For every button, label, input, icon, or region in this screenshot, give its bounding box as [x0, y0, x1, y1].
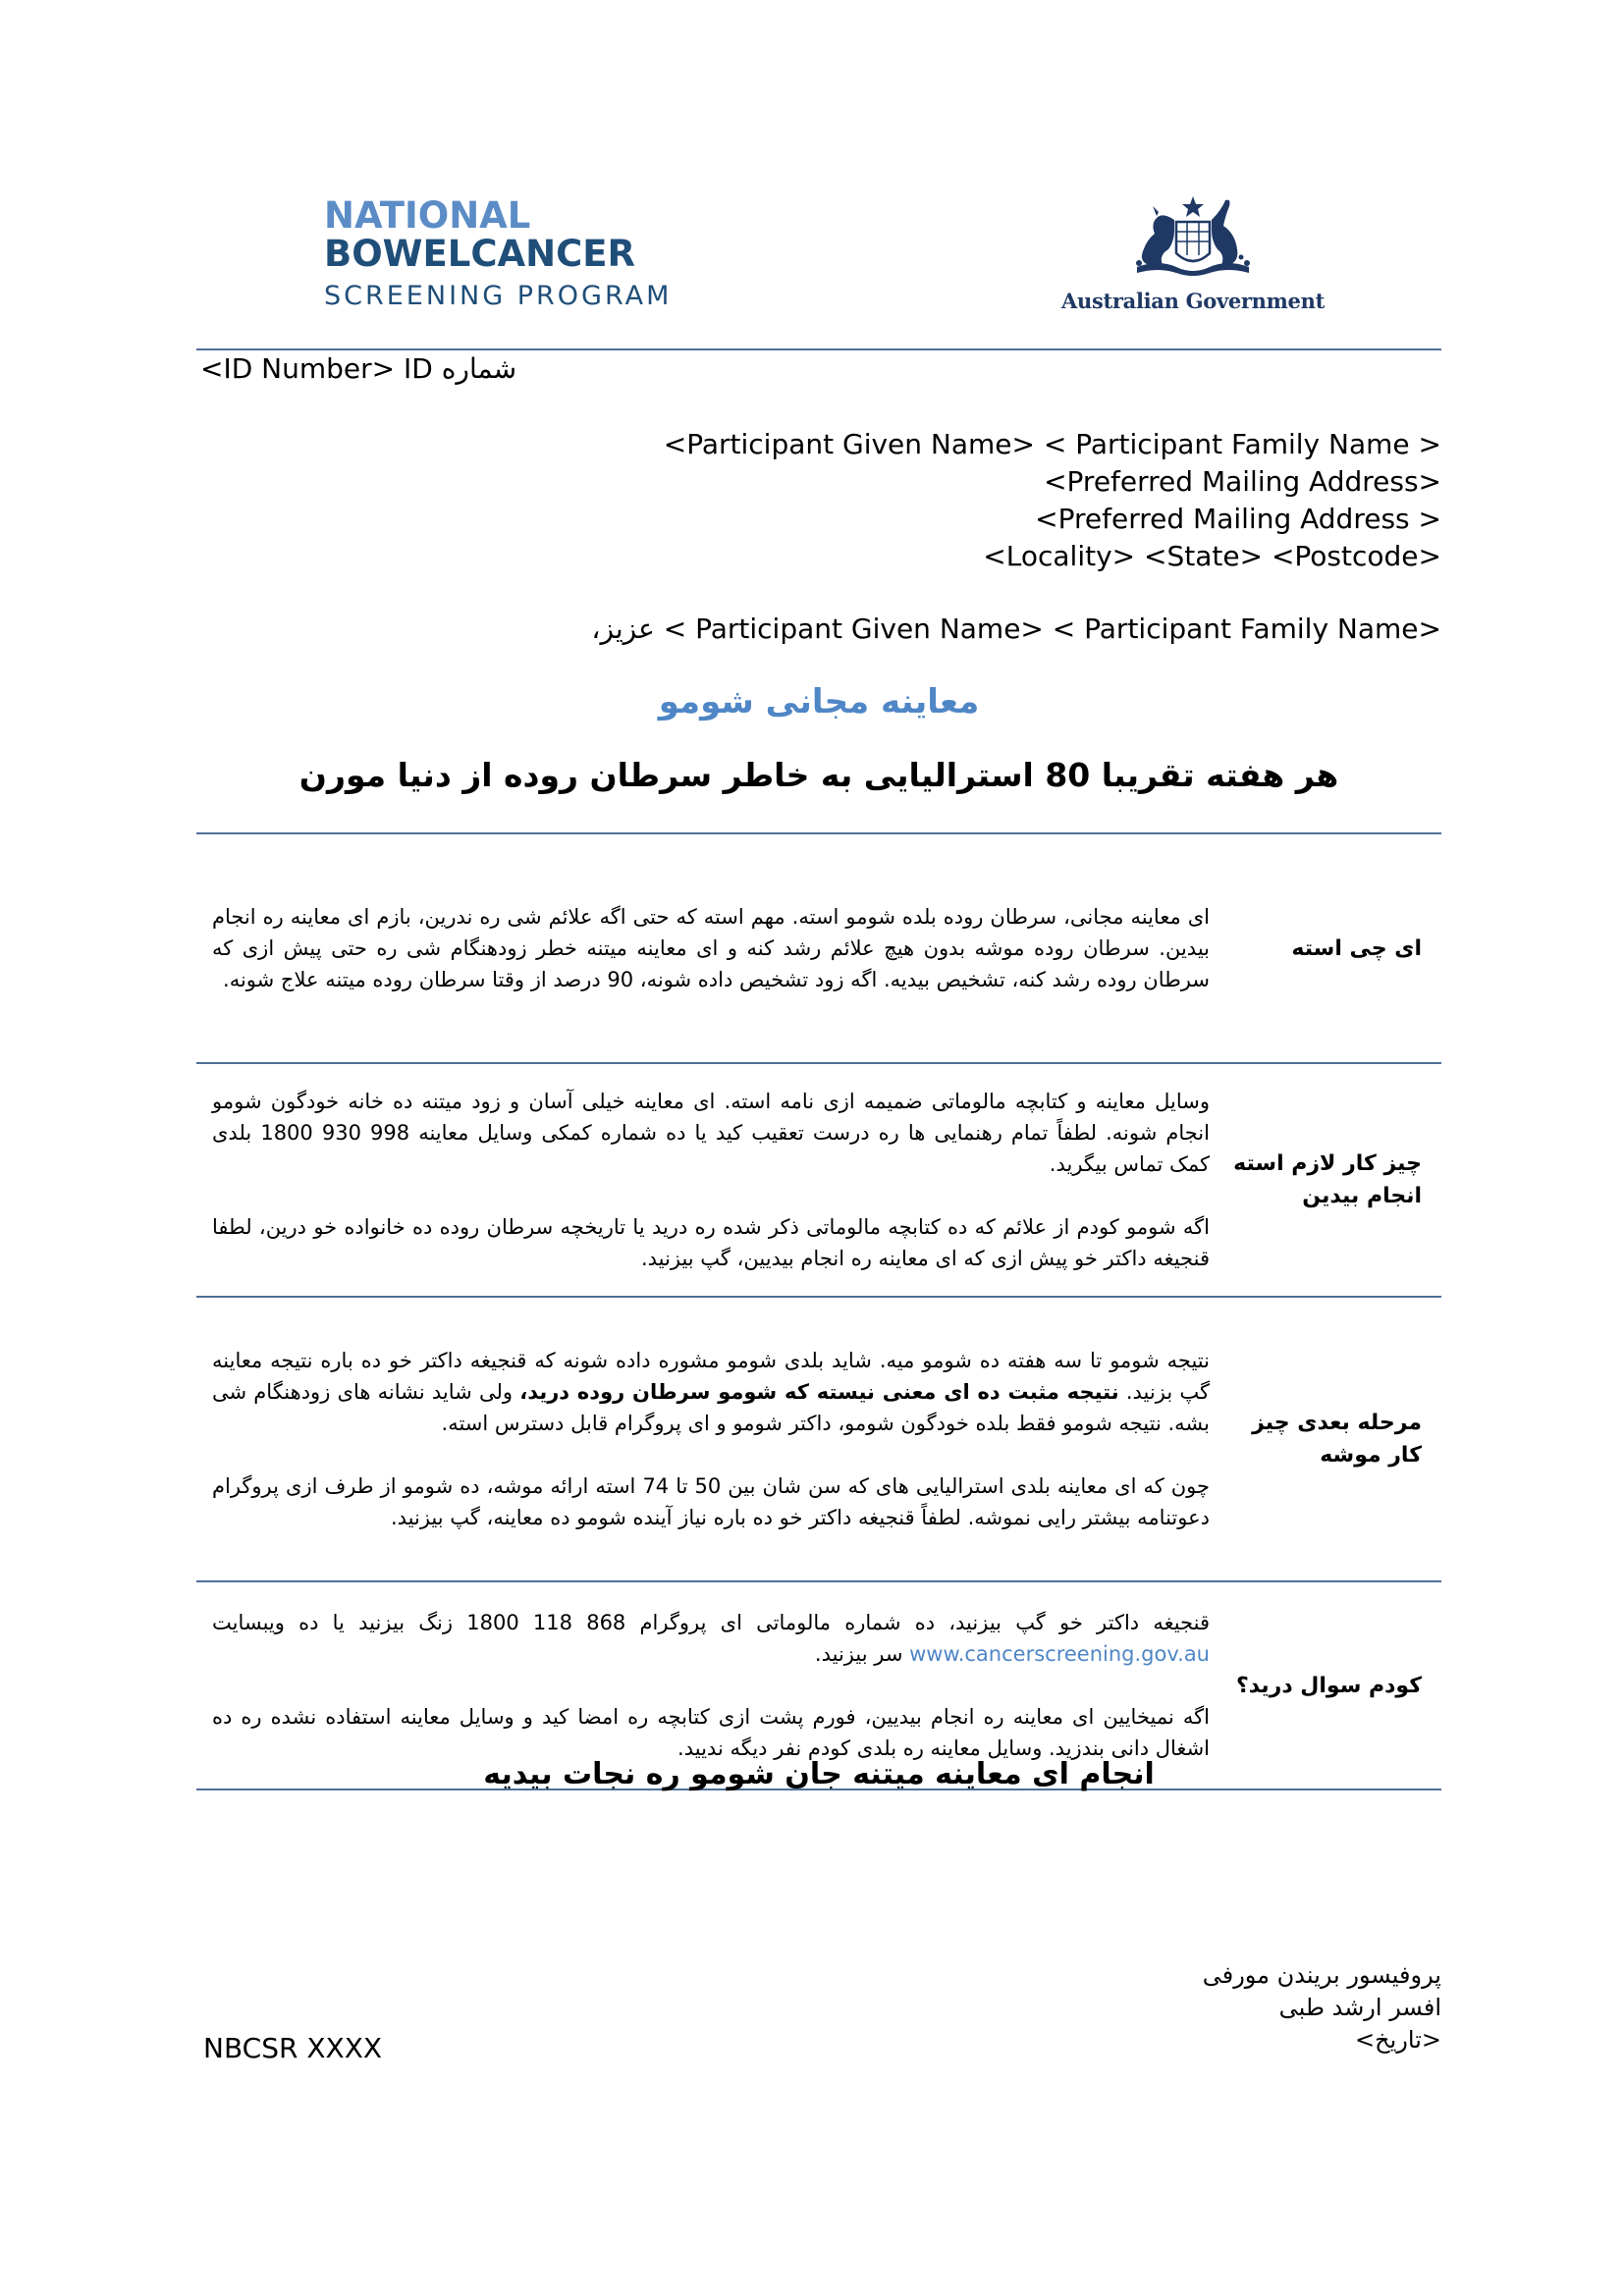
program-logo-line3: SCREENING PROGRAM — [324, 281, 673, 311]
section-body — [196, 833, 1218, 1063]
bold-notice: نتیجه مثبت ده ای معنی نیسته که شومو سرطان روده درید، — [519, 1380, 1119, 1404]
address-line-3: <Preferred Mailing Address > — [1035, 503, 1441, 535]
australian-government-logo — [1060, 194, 1326, 320]
section-label: ای چی استه — [1218, 833, 1441, 1063]
table-row-what-to-do — [196, 1063, 1441, 1297]
website-link[interactable]: www.cancerscreening.gov.au — [909, 1642, 1210, 1666]
section-paragraph: اگه نمیخایین ای معاینه ره انجام بیدیین، فورم پشت ازی کتابچه ره امضا کید و وسایل معاینه استفاده نشده ره ده اشغال دانی بندزید. وسایل معاینه ره بلدی کودم نفر دیگه ندیید. — [212, 1705, 1210, 1760]
signature-name: پروفیسور بریندن مورفی — [1202, 1961, 1441, 1989]
info-table — [196, 832, 1441, 1790]
address-line-4: <Locality> <State> <Postcode> — [983, 540, 1441, 572]
signature-title: افسر ارشد طبی — [1278, 1994, 1441, 2021]
section-label: مرحله بعدی چیز کار موشه — [1218, 1297, 1441, 1581]
table-row-what-is-it — [196, 833, 1441, 1063]
page-title: معاینه مجانی شومو — [658, 682, 980, 721]
address-line-1: <Participant Given Name> < Participant Family Name > — [663, 428, 1441, 460]
section-body — [196, 1297, 1218, 1581]
closing-statement: انجام ای معاینه میتنه جان شومو ره نجات بیدیه — [483, 1757, 1155, 1791]
section-paragraph: قنجیغه داکتر خو گپ بیزنید، ده شماره مالوماتی ای پروگرام 868 118 1800 زنگ بیزنید یا ده ویبسایت www.cancerscreening.gov.au سر بیزنید. — [212, 1611, 1210, 1666]
section-body — [196, 1063, 1218, 1297]
signature-date: <تاریخ> — [1355, 2026, 1441, 2054]
section-paragraph: وسایل معاینه و کتابچه مالوماتی ضمیمه ازی نامه استه. ای معاینه خیلی آسان و زود میتنه ده خانه خودگون شومو انجام شونه. لطفاً تمام رهنمایی ها ره درست تعقیب کید یا ده شماره کمکی وسایل معاینه 998 930 1800 بلدی کمک تماس بیگرید. — [212, 1090, 1210, 1176]
id-number-line: <ID Number> ID شماره — [200, 352, 517, 385]
program-logo-bowel: BOWEL — [324, 233, 471, 275]
salutation: <Participant Given Name> < Participant Family Name > عزیز، — [591, 613, 1441, 645]
program-logo-cancer: CANCER — [470, 233, 636, 275]
table-row-next-steps — [196, 1297, 1441, 1581]
page-subtitle: هر هفته تقریبا 80 استرالیایی به خاطر سرطان روده از دنیا مورن — [298, 756, 1339, 794]
footer-code: NBCSR XXXX — [203, 2032, 383, 2064]
program-logo-line2 — [324, 235, 677, 273]
section-paragraph: چون که ای معاینه بلدی استرالیایی های که سن شان بین 50 تا 74 استه ارائه موشه، ده شومو از طرف ازی پروگرام دعوتنامه بیشتر رایی نموشه. لطفاً قنجیغه داکتر خو ده باره نیاز آینده شومو ده معاینه، گپ بیزنید. — [212, 1474, 1211, 1529]
section-label: چیز کار لازم استه انجام بیدین — [1218, 1063, 1441, 1297]
section-label: کودم سوال درید؟ — [1218, 1581, 1441, 1789]
address-line-2: <Preferred Mailing Address> — [1044, 465, 1441, 498]
program-logo-line1: NATIONAL — [324, 194, 531, 237]
section-paragraph: ای معاینه مجانی، سرطان روده بلده شومو استه. مهم استه که حتی اگه علائم شی ره ندرین، بازم ای معاینه ره انجام بیدین. سرطان روده موشه بدون هیچ علائم رشد کنه و ای معاینه میتنه خطر زودهنگام شی ره حتی پیش ازی که سرطان روده رشد کنه، تشخیص بیدیه. اگه زود تشخیص داده شونه، 90 درصد از وقتا سرطان روده میتنه علاج شونه. — [212, 905, 1210, 991]
government-name: Australian Government — [1061, 289, 1325, 313]
program-logo — [324, 196, 677, 324]
coat-of-arms-icon — [1119, 194, 1267, 283]
section-paragraph: اگه شومو کودم از علائم که ده کتابچه مالوماتی ذکر شده ره درید یا تاریخچه سرطان روده ده خانواده خو درین، لطفا قنجیغه داکتر خو پیش ازی که ای معاینه ره انجام بیدیین، گپ بیزنید. — [212, 1215, 1210, 1270]
section-paragraph: نتیجه شومو تا سه هفته ده شومو میه. شاید بلدی شومو مشوره داده شونه که قنجیغه داکتر خو ده باره نتیجه معاینه گپ بزنید. نتیجه مثبت ده ای معنی نیسته که شومو سرطان روده درید، ولی شاید نشانه های زودهنگام شی بشه. نتیجه شومو فقط بلده خودگون شومو، داکتر شومو و ای پروگرام قابل دسترس استه. — [212, 1349, 1210, 1435]
